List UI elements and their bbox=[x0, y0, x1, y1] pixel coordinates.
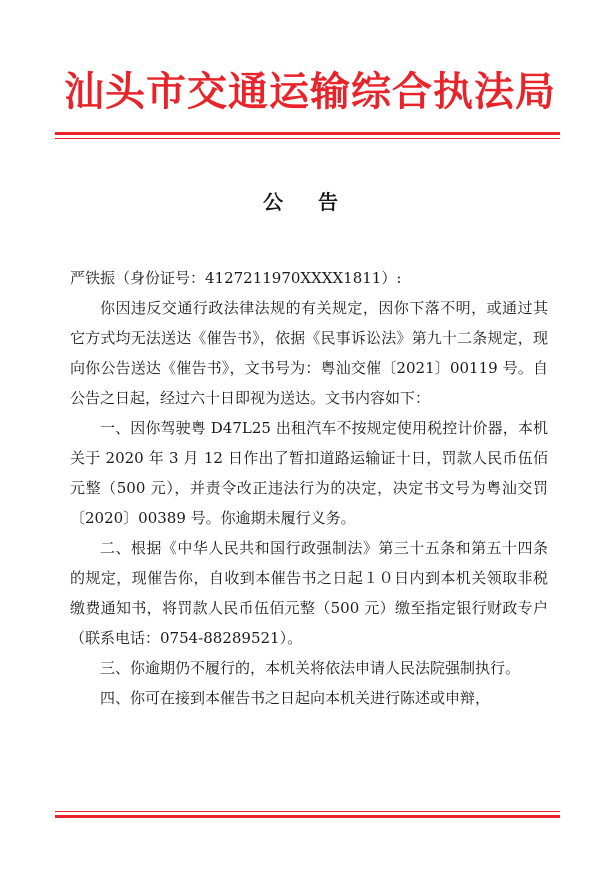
header-red-rule-thin bbox=[55, 138, 560, 139]
body-paragraph-4: 四、你可在接到本催告书之日起向本机关进行陈述或申辩， bbox=[100, 689, 491, 707]
body-paragraph-2: 二、根据《中华人民共和国行政强制法》第三十五条和第五十四条的规定，现催告你，自收到本催告书之日起１０日内到本机关领取非税缴费通知书，将罚款人民币伍佰元整（500 元）缴至指定银行财政专户（联系电话：0754-88289521）。 bbox=[70, 539, 548, 647]
document-body bbox=[70, 263, 548, 713]
body-paragraph-intro: 你因违反交通行政法律法规的有关规定，因你下落不明，或通过其它方式均无法送达《催告书》，依据《民事诉讼法》第九十二条规定，现向你公告送达《催告书》，文书号为：粤汕交催〔2021〕00119 号。自公告之日起，经过六十日即视为送达。文书内容如下： bbox=[70, 299, 548, 407]
addressee-line: 严铁振（身份证号：4127211970XXXX1811）: bbox=[70, 269, 402, 287]
header-red-rule-thick bbox=[55, 132, 560, 135]
footer-red-rule-thin bbox=[55, 811, 560, 812]
body-paragraph-1: 一、因你驾驶粤 D47L25 出租汽车不按规定使用税控计价器，本机关于 2020 年 3 月 12 日作出了暂扣道路运输证十日，罚款人民币伍佰元整（500 元），并责令改正违法行为的决定，决定书文号为粤汕交罚〔2020〕00389 号。你逾期未履行义务。 bbox=[70, 419, 548, 527]
document-title: 公 告 bbox=[263, 190, 352, 214]
agency-header-title: 汕头市交通运输综合执法局 bbox=[64, 68, 556, 115]
body-paragraph-3: 三、你逾期仍不履行的，本机关将依法申请人民法院强制执行。 bbox=[100, 659, 521, 677]
footer-red-rule-thick bbox=[55, 815, 560, 818]
